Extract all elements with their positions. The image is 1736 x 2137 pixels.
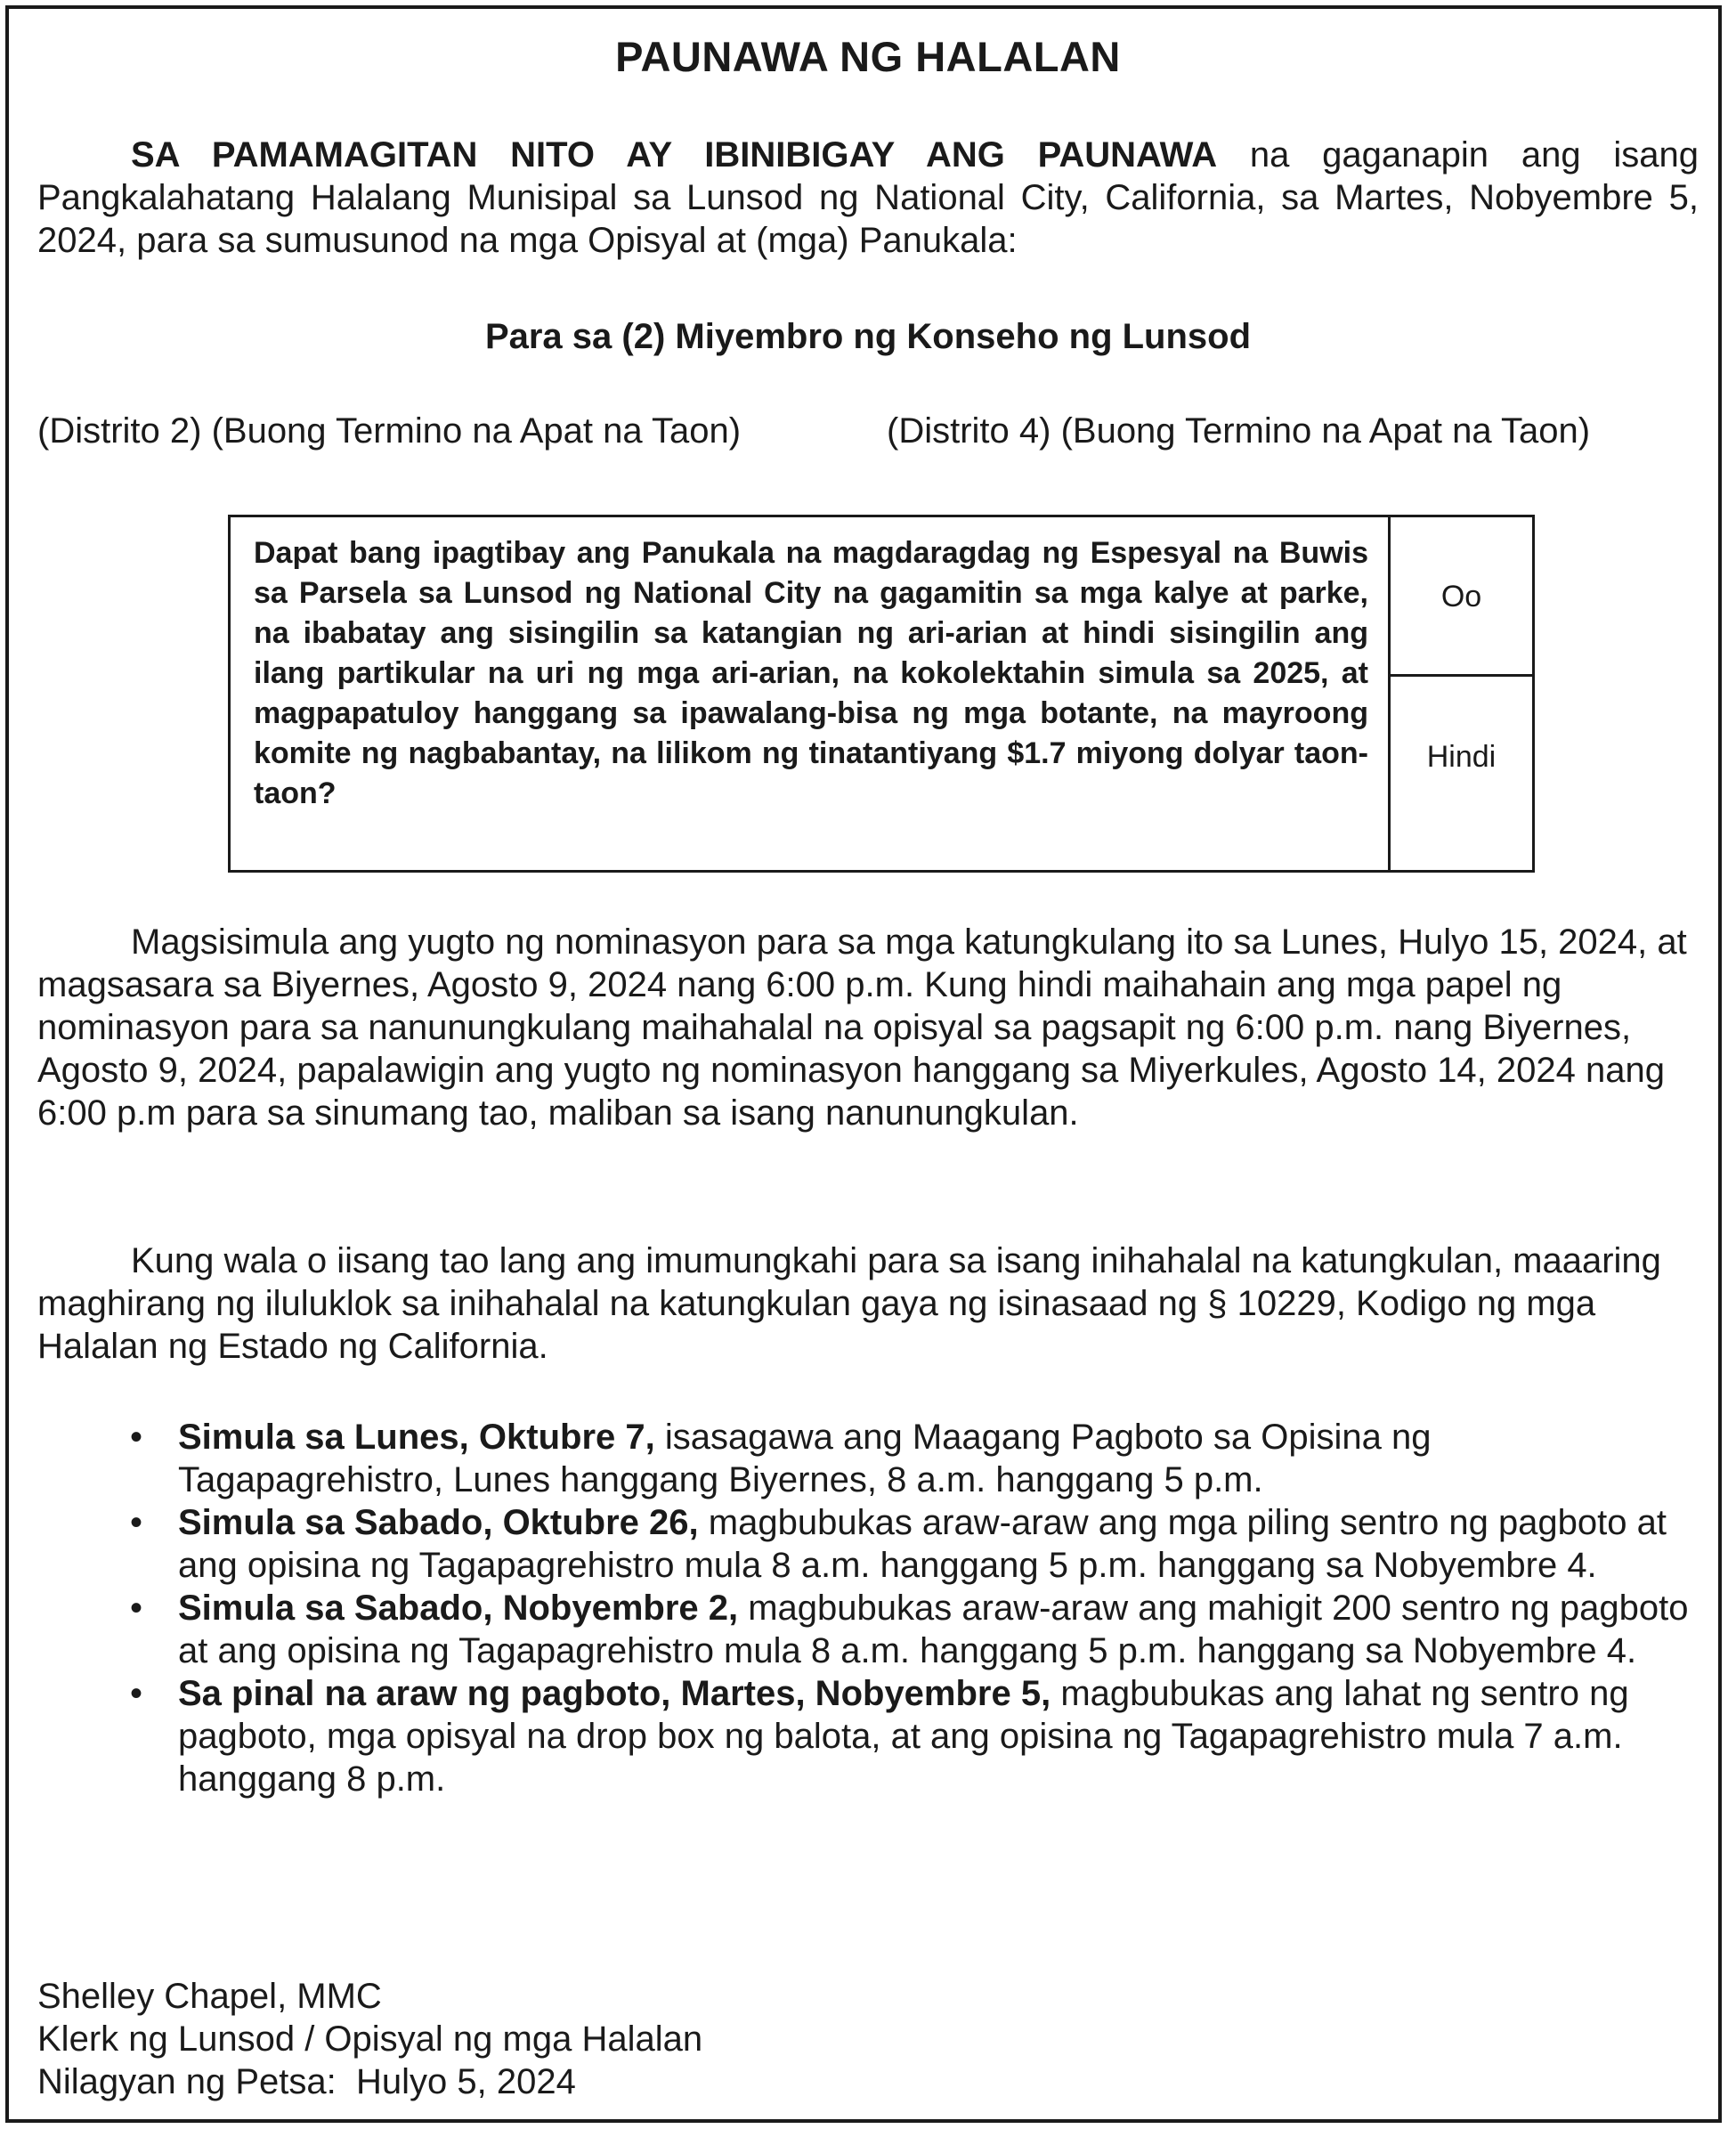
schedule-text-2: magbubukas araw-araw ang mga piling sentro ng pagboto at ang opisina ng Tagapagrehistro mula 8 a.m. hanggang 5 p.m. hanggang sa Nobyembre 4.: [178, 1503, 1667, 1585]
list-item: [0, 1501, 1736, 1587]
dated-line: [37, 2060, 702, 2103]
council-heading: Para sa (2) Miyembro ng Konseho ng Lunsod: [484, 317, 1252, 356]
nomination-paragraph: Magsisimula ang yugto ng nominasyon para sa mga katungkulang ito sa Lunes, Hulyo 15, 2024, at magsasara sa Biyernes, Agosto 9, 2024 nang 6:00 p.m. Kung hindi maihahain ang mga papel ng nominasyon para sa nanunungkulang maihahalal na opisyal sa pagsapit ng 6:00 p.m. nang Biyernes, Agosto 9, 2024, papalawigin ang yugto ng nominasyon hanggang sa Miyerkules, Agosto 14, 2024 nang 6:00 p.m para sa sinumang tao, maliban sa isang nanunungkulan.: [37, 922, 1687, 1133]
district-4-label: (Distrito 4) (Buong Termino na Apat na Taon): [887, 411, 1591, 451]
intro-bold-lead: SA PAMAMAGITAN NITO AY IBINIBIGAY ANG PAUNAWA: [131, 135, 1218, 175]
list-item: [0, 1672, 1736, 1800]
voting-schedule-list: [0, 1416, 1736, 1800]
bullet-icon: •: [130, 1589, 143, 1628]
signature-block: [37, 1975, 702, 2103]
dated-value: Hulyo 5, 2024: [356, 2062, 576, 2101]
intro-paragraph: [37, 134, 1699, 262]
schedule-bold-3: Simula sa Sabado, Nobyembre 2,: [178, 1589, 739, 1628]
list-item: [0, 1416, 1736, 1501]
notice-title: PAUNAWA NG HALALAN: [615, 33, 1121, 80]
schedule-text-1: isasagawa ang Maagang Pagboto sa Opisina ng Tagapagrehistro, Lunes hanggang Biyernes, 8 a.m. hanggang 5 p.m.: [178, 1418, 1432, 1499]
ballot-option-yes: Oo: [1440, 580, 1482, 613]
bullet-icon: •: [130, 1503, 143, 1542]
bullet-icon: •: [130, 1418, 143, 1457]
bullet-icon: •: [130, 1674, 143, 1713]
schedule-bold-1: Simula sa Lunes, Oktubre 7,: [178, 1418, 655, 1457]
ballot-option-no: Hindi: [1426, 740, 1497, 774]
schedule-text-3: magbubukas araw-araw ang mahigit 200 sentro ng pagboto at ang opisina ng Tagapagrehistro mula 8 a.m. hanggang 5 p.m. hanggang sa Nobyembre 4.: [178, 1589, 1689, 1670]
appointment-paragraph: Kung wala o iisang tao lang ang imumungkahi para sa isang inihahalal na katungkulan, maaaring maghirang ng iluluklok sa inihahalal na katungkulan gaya ng isinasaad ng § 10229, Kodigo ng mga Halalan ng Estado ng California.: [37, 1241, 1661, 1366]
measure-question: Dapat bang ipagtibay ang Panukala na magdaragdag ng Espesyal na Buwis sa Parsela sa Lunsod ng National City na gagamitin sa mga kalye at parke, na ibabatay ang sisingilin sa katangian ng ari-arian at hindi sisingilin ang ilang partikular na uri ng mga ari-arian, na kokolektahin simula sa 2025, at magpapatuloy hanggang sa ipawalang-bisa ng mga botante, na mayroong komite ng nagbabantay, na lilikom ng tinatantiyang $1.7 miyong dolyar taon-taon?: [254, 536, 1368, 810]
district-2-label: (Distrito 2) (Buong Termino na Apat na Taon): [37, 411, 742, 451]
signer-name: Shelley Chapel, MMC: [37, 1977, 382, 2016]
intro-text: na gaganapin ang isang Pangkalahatang Halalang Munisipal sa Lunsod ng National City, California, sa Martes, Nobyembre 5, 2024, para sa sumusunod na mga Opisyal at (mga) Panukala:: [37, 135, 1699, 260]
ballot-divider-vertical: [1388, 517, 1391, 870]
schedule-bold-4: Sa pinal na araw ng pagboto, Martes, Nobyembre 5,: [178, 1674, 1051, 1713]
schedule-text-4: magbubukas ang lahat ng sentro ng pagboto, mga opisyal na drop box ng balota, at ang opisina ng Tagapagrehistro mula 7 a.m. hanggang 8 p.m.: [178, 1674, 1629, 1799]
dated-label: Nilagyan ng Petsa:: [37, 2062, 337, 2101]
measure-ballot-box: [228, 515, 1535, 873]
list-item: [0, 1587, 1736, 1672]
ballot-divider-horizontal: [1388, 674, 1532, 677]
signer-role: Klerk ng Lunsod / Opisyal ng mga Halalan: [37, 2019, 703, 2059]
schedule-bold-2: Simula sa Sabado, Oktubre 26,: [178, 1503, 699, 1542]
